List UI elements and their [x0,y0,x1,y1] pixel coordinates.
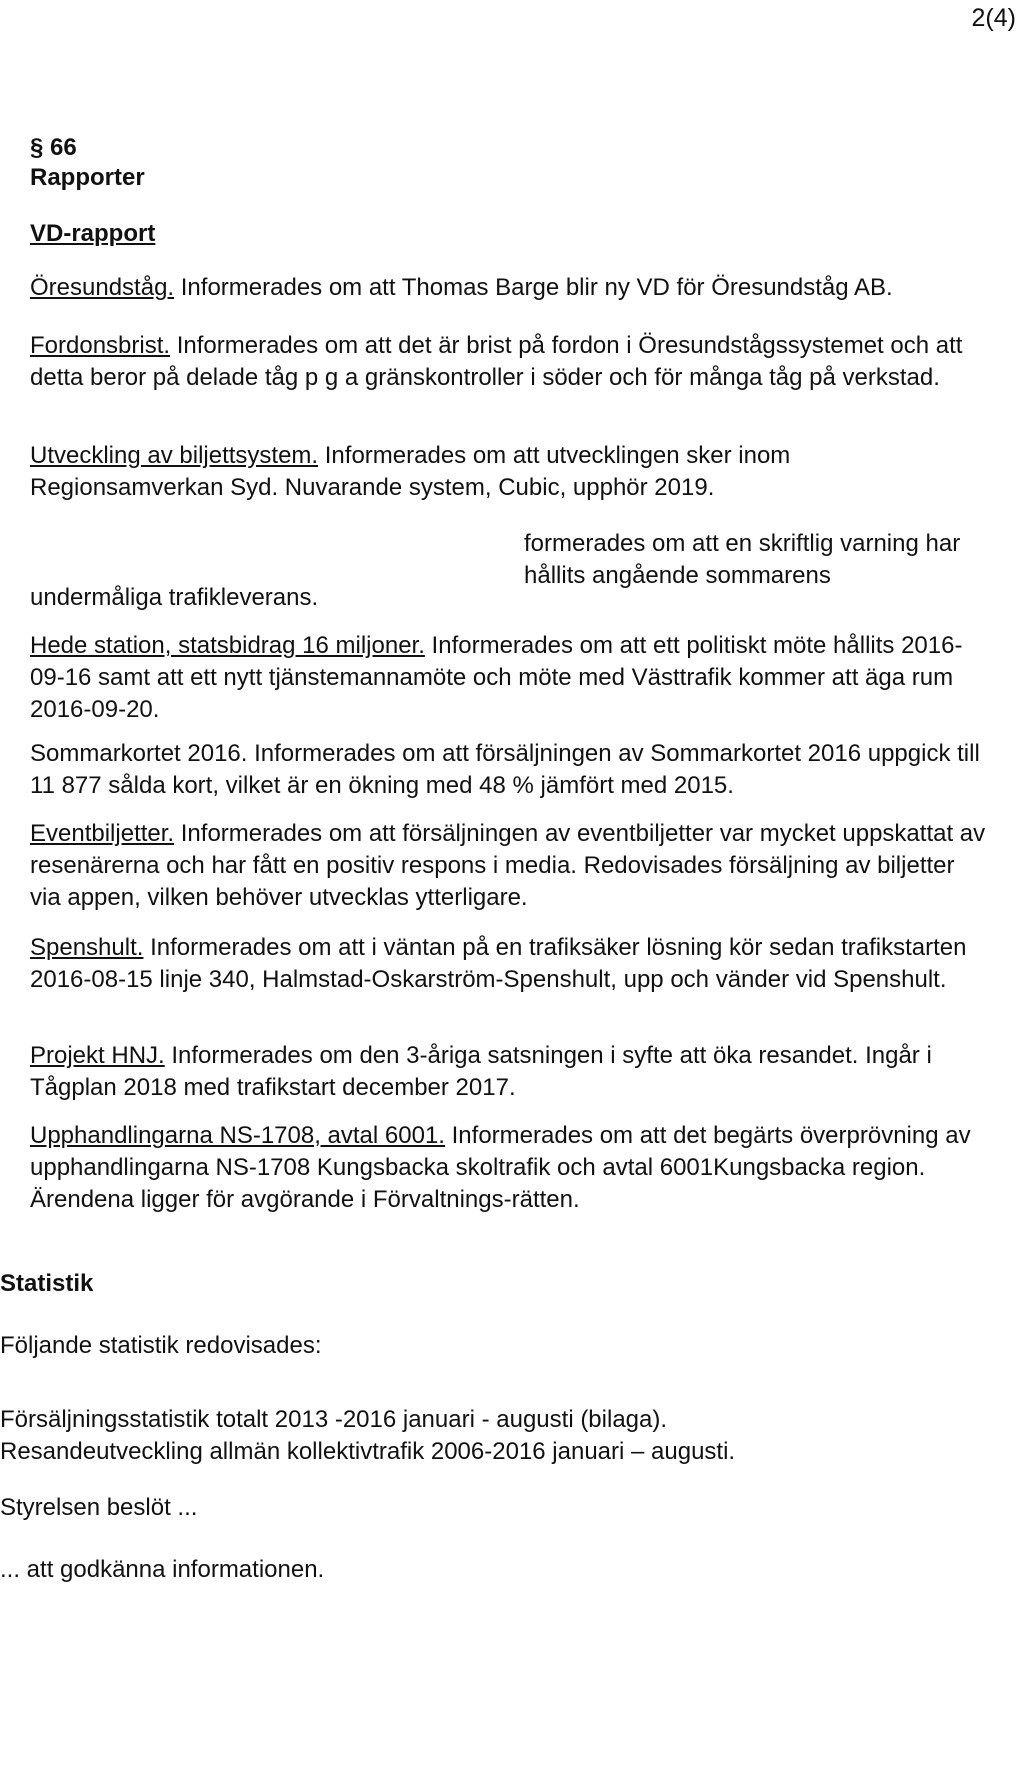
report-item-text: Informerades om att Thomas Barge blir ny VD för Öresundståg AB. [174,274,893,301]
report-item-text: Informerades om att försäljningen av eventbiljetter var mycket uppskattat av resenärerna och har fått en positiv respons i media. Redovisades försäljning av biljetter via appen, vilken behöver utvecklas ytterligare. [30,820,986,911]
report-item-upphandlingarna [30,1120,990,1216]
report-item-text: Informerades om att utvecklingen sker inom Regionsamverkan Syd. Nuvarande system, Cubic, upphör 2019. [30,442,791,501]
report-item-oresundstag [30,272,990,304]
statistics-heading: Statistik [0,1270,94,1297]
report-item-text: Informerades om den 3-åriga satsningen i syfte att öka resandet. Ingår i Tågplan 2018 med trafikstart december 2017. [30,1042,932,1101]
report-item-label: Öresundståg. [30,274,175,301]
report-item-label: Eventbiljetter. [30,820,175,847]
report-item-sommarkortet [30,738,990,802]
report-item-eventbiljetter [30,818,990,914]
report-item-label: Utveckling av biljettsystem. [30,442,319,469]
report-item-label: Fordonsbrist. [30,332,171,359]
vd-report-heading: VD-rapport [30,220,156,247]
board-resolution: ... att godkänna informationen. [0,1556,325,1583]
report-item-text: Informerades om att det är brist på fordon i Öresundstågssystemet och att detta beror på delade tåg p g a gränskontroller i söder och för många tåg på verkstad. [30,332,963,391]
report-item-label: Hede station, statsbidrag 16 miljoner. [30,632,425,659]
board-decision: Styrelsen beslöt ... [0,1494,198,1521]
report-item-text: Informerades om att i väntan på en trafiksäker lösning kör sedan trafikstarten 2016-08-15 linje 340, Halmstad-Oskarström-Spenshult, upp och vänder vid Spenshult. [30,934,967,993]
statistics-line-sales: Försäljningsstatistik totalt 2013 -2016 januari - augusti (bilaga). [0,1406,668,1433]
report-item-biljettsystem [30,440,990,504]
partial-text-fragment-right: formerades om att en skriftlig varning har hållits angående sommarens [524,530,961,589]
report-item-hede-station [30,630,990,726]
report-item-text: Informerades om att ett politiskt möte hållits 2016-09-16 samt att ett nytt tjänstemannamöte och möte med Västtrafik kommer att äga rum 2016-09-20. [30,632,963,723]
report-item-spenshult [30,932,990,996]
statistics-line-travel: Resandeutveckling allmän kollektivtrafik 2006-2016 januari – augusti. [0,1438,736,1465]
report-item-label: Upphandlingarna NS-1708, avtal 6001. [30,1122,445,1149]
report-item-label: Spenshult. [30,934,144,961]
statistics-intro: Följande statistik redovisades: [0,1332,322,1359]
page-number: 2(4) [971,4,1016,32]
report-item-fordonsbrist [30,330,990,394]
report-item-text: Informerades om att det begärts överprövning av upphandlingarna NS-1708 Kungsbacka skoltrafik och avtal 6001Kungsbacka region. Ärendena ligger för avgörande i Förvaltnings-rätten. [30,1122,971,1213]
paragraph-title: Rapporter [30,164,145,191]
paragraph-number: § 66 [30,134,77,161]
report-item-text: Sommarkortet 2016. Informerades om att försäljningen av Sommarkortet 2016 uppgick till 11 877 sålda kort, vilket är en ökning med 48 % jämfört med 2015. [30,740,980,799]
report-item-label: Projekt HNJ. [30,1042,165,1069]
report-item-projekt-hnj [30,1040,990,1104]
partial-text-fragment-left: undermåliga trafikleverans. [30,584,319,611]
